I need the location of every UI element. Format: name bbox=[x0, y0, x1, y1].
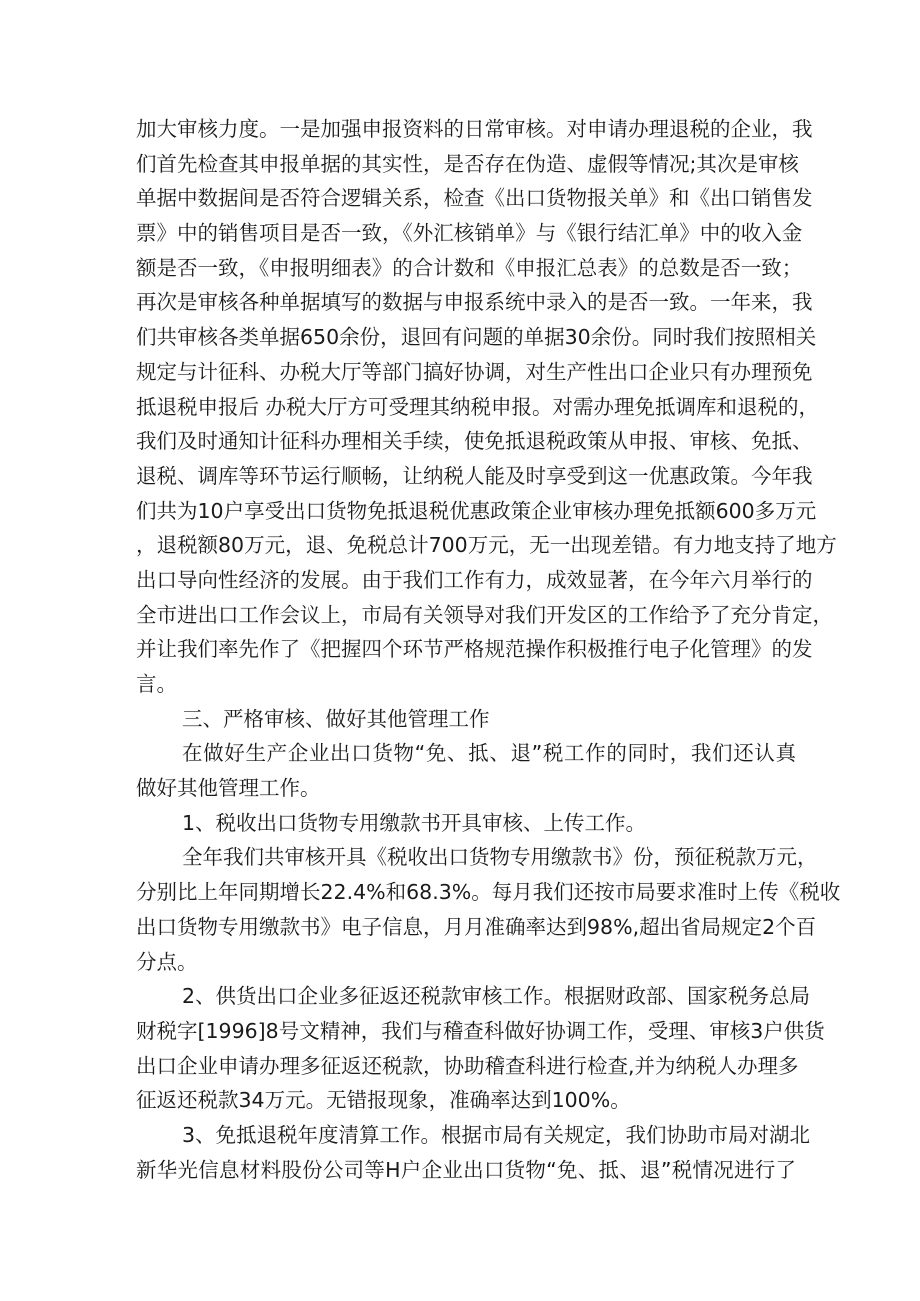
text-line: 并让我们率先作了《把握四个环节严格规范操作积极推行电子化管理》的发 bbox=[136, 637, 813, 662]
text-line: 分别比上年同期增长22.4%和68.3%。每月我们还按市局要求准时上传《税收 bbox=[136, 880, 841, 905]
text-line: 征返还税款34万元。无错报现象，准确率达到100%。 bbox=[136, 1088, 631, 1113]
text-line: 出口导向性经济的发展。由于我们工作有力，成效显著，在今年六月举行的 bbox=[136, 567, 813, 592]
text-line: 2、供货出口企业多征返还税款审核工作。根据财政部、国家税务总局 bbox=[182, 984, 811, 1009]
text-line: ，退税额80万元，退、免税总计700万元，无一出现差错。有力地支持了地方 bbox=[136, 533, 837, 558]
text-line: 们首先检查其申报单据的其实性，是否存在伪造、虚假等情况;其次是审核 bbox=[136, 151, 799, 176]
text-line: 财税字[1996]8号文精神，我们与稽查科做好协调工作，受理、审核3户供货 bbox=[136, 1018, 825, 1043]
text-line: 退税、调库等环节运行顺畅，让纳税人能及时享受到这一优惠政策。今年我 bbox=[136, 463, 813, 488]
text-line: 票》中的销售项目是否一致，《外汇核销单》与《银行结汇单》中的收入金 bbox=[136, 221, 803, 246]
text-line: 全市进出口工作会议上，市局有关领导对我们开发区的工作给予了充分肯定， bbox=[136, 602, 833, 627]
text-line: 规定与计征科、办税大厅等部门搞好协调，对生产性出口企业只有办理预免 bbox=[136, 359, 813, 384]
text-line: 再次是审核各种单据填写的数据与申报系统中录入的是否一致。一年来，我 bbox=[136, 290, 813, 315]
text-line: 分点。 bbox=[136, 949, 198, 974]
text-line: 在做好生产企业出口货物“免、抵、退”税工作的同时，我们还认真 bbox=[182, 741, 796, 766]
text-line: 们共为10户享受出口货物免抵退税优惠政策企业审核办理免抵额600多万元 bbox=[136, 498, 817, 523]
text-line: 做好其他管理工作。 bbox=[136, 776, 321, 801]
text-line: 言。 bbox=[136, 672, 177, 696]
text-line: 新华光信息材料股份公司等H户企业出口货物“免、抵、退”税情况进行了 bbox=[136, 1157, 796, 1182]
text-line: 单据中数据间是否符合逻辑关系，检查《出口货物报关单》和《出口销售发 bbox=[136, 186, 813, 211]
text-line: 们共审核各类单据650余份，退回有问题的单据30余份。同时我们按照相关 bbox=[136, 325, 817, 350]
document-body bbox=[136, 112, 841, 1187]
subsection-heading: 1、税收出口货物专用缴款书开具审核、上传工作。 bbox=[182, 810, 647, 835]
text-line: 3、免抵退税年度清算工作。根据市局有关规定，我们协助市局对湖北 bbox=[182, 1122, 811, 1147]
text-line: 抵退税申报后 办税大厅方可受理其纳税申报。对需办理免抵调库和退税的， bbox=[136, 394, 820, 419]
section-heading: 三、严格审核、做好其他管理工作 bbox=[182, 706, 490, 731]
text-line: 出口货物专用缴款书》电子信息，月月准确率达到98%,超出省局规定2个百 bbox=[136, 914, 817, 939]
text-line: 出口企业申请办理多征返还税款，协助稽查科进行检查,并为纳税人办理多 bbox=[136, 1053, 799, 1078]
text-line: 全年我们共审核开具《税收出口货物专用缴款书》份，预征税款万元， bbox=[182, 845, 818, 870]
text-line: 我们及时通知计征科办理相关手续，使免抵退税政策从申报、审核、免抵、 bbox=[136, 429, 813, 454]
text-line: 额是否一致，《申报明细表》的合计数和《申报汇总表》的总数是否一致； bbox=[136, 255, 803, 280]
text-line: 加大审核力度。一是加强申报资料的日常审核。对申请办理退税的企业，我 bbox=[136, 117, 813, 141]
